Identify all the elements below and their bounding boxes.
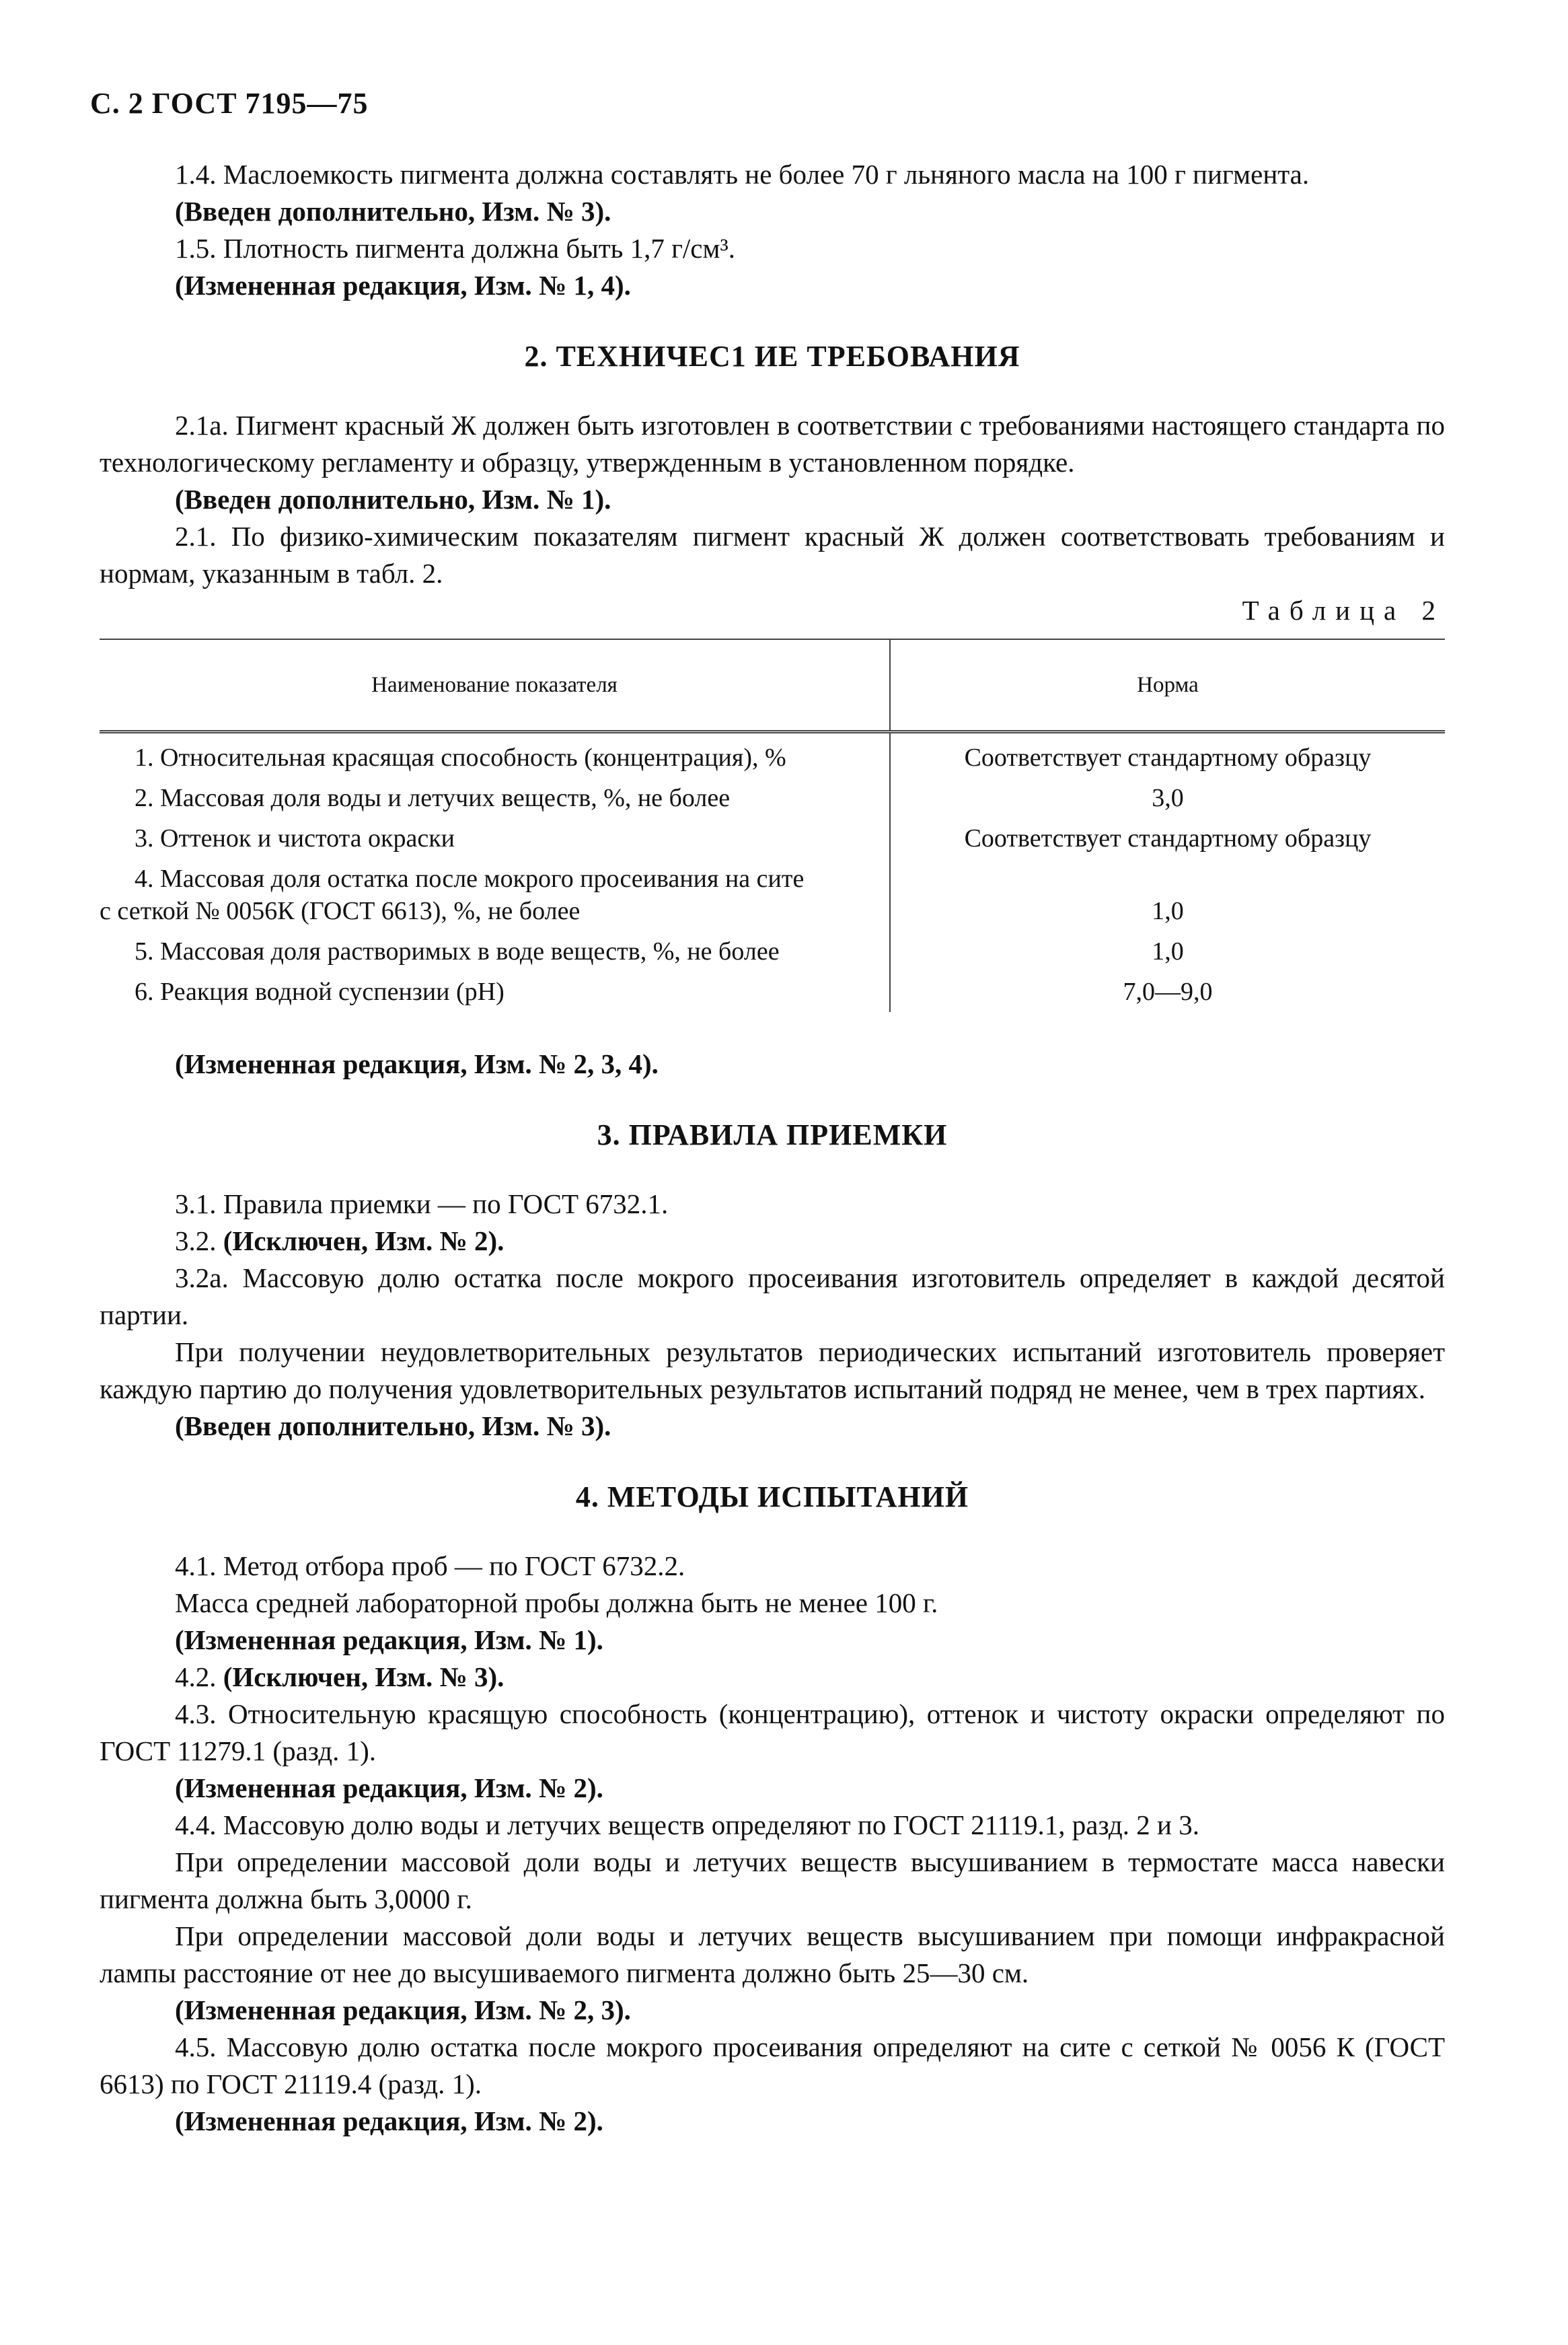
clause-4-2-num: 4.2.: [175, 1661, 217, 1692]
row-norm: 7,0—9,0: [1123, 978, 1213, 1006]
row-name: 6. Реакция водной суспензии (рН): [135, 978, 505, 1006]
table-note: (Измененная редакция, Изм. № 2, 3, 4).: [175, 1048, 659, 1079]
row-norm: 1,0: [1152, 937, 1184, 966]
table-row: [100, 931, 1445, 972]
clause-4-3: 4.3. Относительную красящую способность (концентрацию), оттенок и чистоту окраски определяют по ГОСТ 11279.1 (разд. 1).: [100, 1698, 1445, 1766]
clause-4-4-cont1: При определении массовой доли воды и летучих веществ высушиванием в термостате масса навески пигмента должна быть 3,0000 г.: [100, 1846, 1445, 1914]
clause-4-5: 4.5. Массовую долю остатка после мокрого просеивания определяют на сите с сеткой № 0056 К (ГОСТ 6613) по ГОСТ 21119.4 (разд. 1).: [100, 2031, 1445, 2099]
clause-3-2a-cont: При получении неудовлетворительных результатов периодических испытаний изготовитель проверяет каждую партию до получения удовлетворительных результатов испытаний подряд не менее, чем в трех партиях.: [100, 1336, 1445, 1404]
row-name: 2. Массовая доля воды и летучих веществ, %, не более: [135, 784, 731, 812]
clause-4-2-text: (Исключен, Изм. № 3).: [223, 1661, 505, 1692]
clause-2-1a: 2.1а. Пигмент красный Ж должен быть изготовлен в соответствии с требованиями настоящего стандарта по технологическому регламенту и образцу, утвержденным в установленном порядке.: [100, 410, 1445, 478]
table-header-row: [100, 639, 1445, 732]
clause-2-1: 2.1. По физико-химическим показателям пигмент красный Ж должен соответствовать требованиям и нормам, указанным в табл. 2.: [100, 521, 1445, 589]
row-norm: Соответствует стандартному образцу: [964, 824, 1372, 853]
table-row: [100, 732, 1445, 779]
clause-3-1: 3.1. Правила приемки — по ГОСТ 6732.1.: [175, 1188, 669, 1219]
clause-1-5: 1.5. Плотность пигмента должна быть 1,7 г/см³.: [175, 233, 735, 264]
requirements-table: [100, 639, 1445, 1012]
row-norm: 3,0: [1152, 784, 1184, 812]
section-3-title: 3. ПРАВИЛА ПРИЕМКИ: [597, 1118, 948, 1151]
clause-4-4-cont2: При определении массовой доли воды и летучих веществ высушиванием при помощи инфракрасной лампы расстояние от нее до высушиваемого пигмента должно быть 25—30 см.: [100, 1920, 1445, 1988]
clause-1-5-note: (Измененная редакция, Изм. № 1, 4).: [175, 270, 631, 301]
clause-3-2-text: (Исключен, Изм. № 2).: [223, 1225, 505, 1256]
section-2-title: 2. ТЕХНИЧЕС1 ИЕ ТРЕБОВАНИЯ: [524, 340, 1020, 373]
row-name: 5. Массовая доля растворимых в воде веществ, %, не более: [135, 937, 780, 966]
clause-1-4-note: (Введен дополнительно, Изм. № 3).: [175, 196, 611, 227]
section-4-title: 4. МЕТОДЫ ИСПЫТАНИЙ: [575, 1480, 969, 1513]
row-name: 1. Относительная красящая способность (концентрация), %: [135, 744, 786, 772]
document-body: [100, 156, 1445, 2140]
clause-4-4: 4.4. Массовую долю воды и летучих веществ определяют по ГОСТ 21119.1, разд. 2 и 3.: [175, 1809, 1199, 1840]
clause-4-5-note: (Измененная редакция, Изм. № 2).: [175, 2105, 603, 2136]
clause-4-1: 4.1. Метод отбора проб — по ГОСТ 6732.2.: [175, 1550, 685, 1581]
spacer: [100, 1012, 1445, 1046]
table-row: [100, 972, 1445, 1012]
row-name-line2: с сеткой № 0056К (ГОСТ 6613), %, не более: [100, 897, 581, 925]
clause-4-1-note: (Измененная редакция, Изм. № 1).: [175, 1624, 603, 1655]
table-row: [100, 778, 1445, 818]
clause-3-2a-note: (Введен дополнительно, Изм. № 3).: [175, 1410, 611, 1441]
clause-3-2a: 3.2а. Массовую долю остатка после мокрого просеивания изготовитель определяет в каждой десятой партии.: [100, 1262, 1445, 1330]
header-norm: Норма: [890, 639, 1445, 732]
table-row: [100, 859, 1445, 931]
row-norm: 1,0: [1152, 897, 1184, 925]
clause-4-1-cont: Масса средней лабораторной пробы должна быть не менее 100 г.: [175, 1587, 938, 1618]
clause-3-2-num: 3.2.: [175, 1225, 217, 1256]
table-row: [100, 818, 1445, 859]
row-name: 3. Оттенок и чистота окраски: [135, 824, 455, 853]
clause-4-3-note: (Измененная редакция, Изм. № 2).: [175, 1772, 603, 1803]
clause-4-2: [100, 1659, 1445, 1696]
table-caption: Таблица 2: [1242, 595, 1445, 626]
page-header: С. 2 ГОСТ 7195—75: [90, 87, 369, 120]
clause-1-4: 1.4. Маслоемкость пигмента должна составлять не более 70 г льняного масла на 100 г пигмента.: [175, 159, 1310, 190]
clause-3-2: [100, 1223, 1445, 1260]
clause-4-4-note: (Измененная редакция, Изм. № 2, 3).: [175, 1994, 631, 2025]
clause-2-1a-note: (Введен дополнительно, Изм. № 1).: [175, 484, 611, 515]
row-norm: Соответствует стандартному образцу: [964, 744, 1372, 772]
header-name: Наименование показателя: [100, 639, 890, 732]
row-name-line1: 4. Массовая доля остатка после мокрого просеивания на сите: [135, 865, 805, 893]
